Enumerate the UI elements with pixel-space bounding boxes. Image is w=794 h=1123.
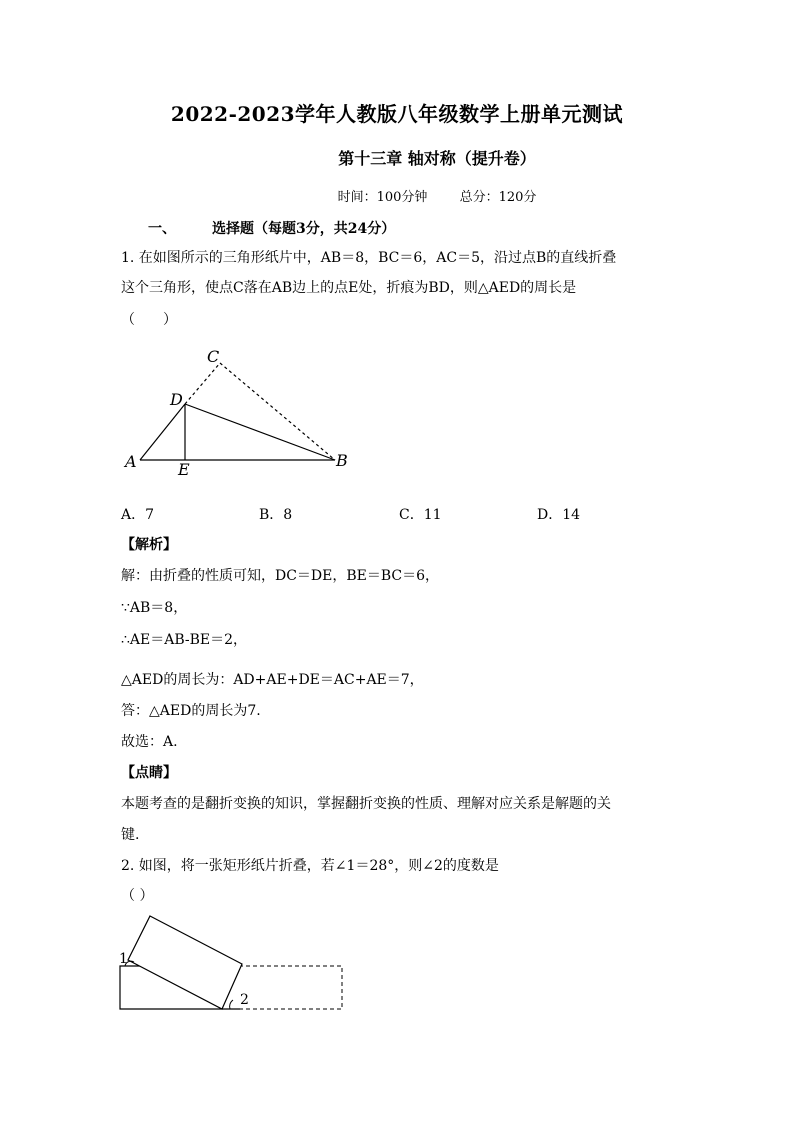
comment-tag: 【点睛】	[121, 765, 177, 781]
solution-line5: 答：△AED的周长为7.	[121, 703, 261, 719]
q2-blank: （ ）	[121, 888, 154, 904]
page-title: 2022-2023学年人教版八年级数学上册单元测试	[170, 102, 624, 126]
comment-line2: 键.	[121, 827, 140, 843]
exam-score: 总分：120分	[459, 190, 537, 205]
option-a: A．7	[121, 507, 155, 523]
label-e: E	[178, 460, 190, 479]
q1-line2: 这个三角形，使点C落在AB边上的点E处，折痕为BD，则△AED的周长是	[121, 280, 577, 296]
exam-meta	[0, 186, 794, 205]
folded-flap	[128, 916, 242, 1009]
label-c: C	[207, 347, 220, 366]
solution-line2: ∵AB＝8，	[121, 600, 188, 616]
segment-ad	[140, 404, 185, 460]
angle-2-label: 2	[240, 992, 249, 1008]
option-c: C．11	[399, 507, 442, 523]
exam-time: 时间：100分钟	[337, 190, 428, 205]
label-a: A	[125, 452, 137, 471]
section-title: 选择题（每题3分，共24分）	[212, 221, 396, 237]
section-number: 一、	[148, 221, 176, 237]
q1-line1: 1. 在如图所示的三角形纸片中，AB＝8，BC＝6，AC＝5，沿过点B的直线折叠	[121, 250, 617, 266]
comment-line1: 本题考查的是翻折变换的知识，掌握翻折变换的性质、理解对应关系是解题的关	[121, 796, 611, 812]
q1-blank: （ ）	[121, 312, 177, 328]
solution-line3: ∴AE＝AB-BE＝2，	[121, 632, 248, 648]
solution-line4: △AED的周长为：AD+AE+DE＝AC+AE＝7，	[121, 672, 424, 688]
solution-line6: 故选：A.	[121, 734, 178, 750]
segment-db	[185, 404, 335, 460]
solution-line1: 解：由折叠的性质可知，DC＝DE，BE＝BC＝6，	[121, 568, 440, 584]
angle-2-arc	[230, 1000, 233, 1009]
page-subtitle: 第十三章 轴对称（提升卷）	[338, 149, 536, 168]
q2-rectangle-figure	[112, 910, 352, 1020]
analysis-tag: 【解析】	[121, 537, 177, 553]
label-b: B	[336, 451, 348, 470]
section-heading	[148, 218, 395, 238]
label-d: D	[170, 390, 183, 409]
segment-dc	[185, 363, 220, 404]
option-b: B．8	[259, 507, 293, 523]
q2-line1: 2. 如图，将一张矩形纸片折叠，若∠1＝28°，则∠2的度数是	[121, 858, 499, 874]
q1-triangle-figure	[115, 340, 365, 480]
option-d: D．14	[537, 507, 581, 523]
segment-cb	[220, 363, 335, 460]
angle-1-label: 1	[119, 951, 128, 967]
